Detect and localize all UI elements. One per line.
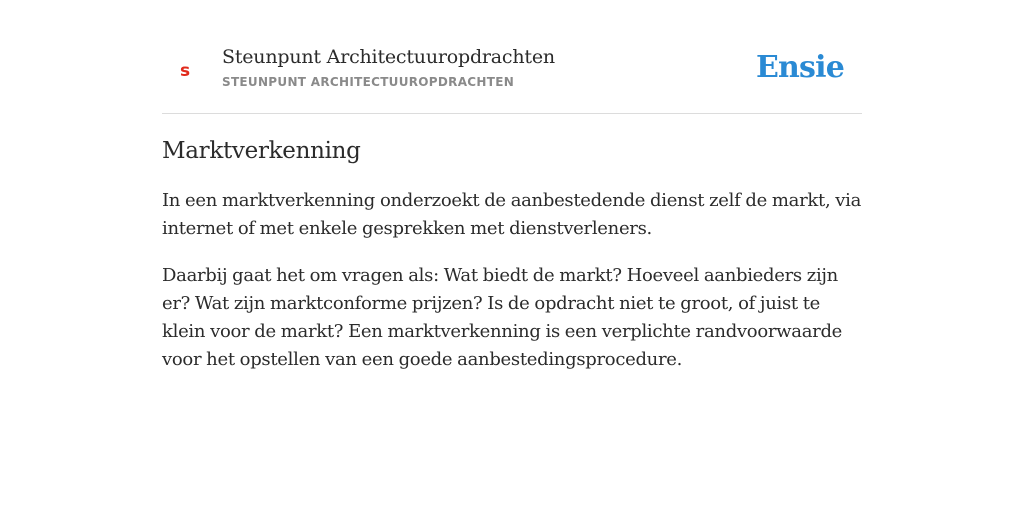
brand-logo[interactable]: Ensie bbox=[755, 50, 844, 85]
card-header bbox=[162, 34, 862, 114]
definition-card bbox=[162, 34, 862, 374]
source-title[interactable]: Steunpunt Architectuuropdrachten bbox=[222, 46, 555, 68]
source-subtitle: STEUNPUNT ARCHITECTUUROPDRACHTEN bbox=[222, 75, 515, 89]
definition-paragraph: In een marktverkenning onderzoekt de aanbestedende dienst zelf de markt, via internet of met enkele gesprekken met dienstverleners. bbox=[162, 190, 862, 239]
source-logo-icon[interactable]: s bbox=[179, 61, 191, 81]
page-title: Marktverkenning bbox=[162, 138, 361, 164]
definition-paragraph: Daarbij gaat het om vragen als: Wat biedt de markt? Hoeveel aanbieders zijn er? Wat zijn marktconforme prijzen? Is de opdracht niet te groot, of juist te klein voor de markt? Een marktverkenning is een verplichte randvoorwaarde voor het opstellen van een goede aanbestedingsprocedure. bbox=[162, 265, 843, 370]
